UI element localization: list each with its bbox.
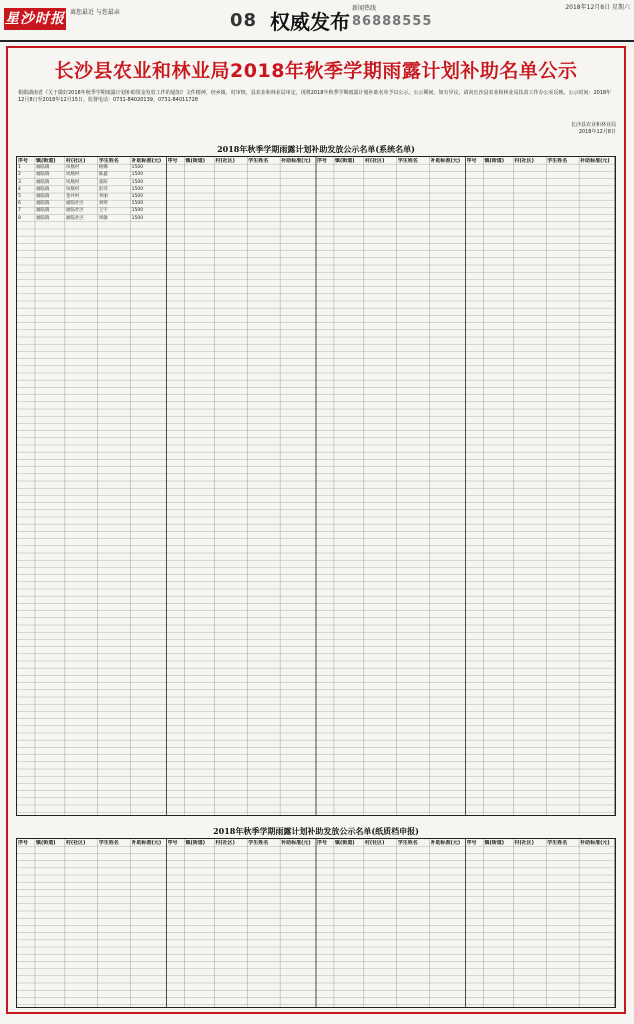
section-title: 权威发布 <box>270 10 350 34</box>
table-cell: 1 <box>18 165 21 171</box>
signoff-org: 长沙县农业和林业局 <box>570 122 616 128</box>
slogan: 离您最近 与您最亲 <box>70 9 120 16</box>
column-header: 镇(街道) <box>35 840 56 846</box>
table1-grid <box>16 156 616 816</box>
column-header: 镇(街道) <box>484 840 505 846</box>
column-header: 村(社区) <box>514 158 534 164</box>
page-number: 08 <box>230 10 258 31</box>
table-cell: 1500 <box>131 186 144 192</box>
column-header: 序号 <box>167 840 178 846</box>
table-cell: 福临镇 <box>35 172 50 178</box>
table-cell: 1500 <box>131 172 144 178</box>
table-cell: 陈鑫 <box>98 172 108 178</box>
table-cell: 1500 <box>131 215 144 221</box>
table-cell: 2 <box>18 172 21 178</box>
column-header: 学生姓名 <box>547 840 568 846</box>
column-header: 补助标准(元) <box>131 840 162 846</box>
table-cell: 1500 <box>131 201 144 207</box>
column-header: 村(社区) <box>514 840 534 846</box>
table-cell: 1500 <box>131 208 144 214</box>
table-cell: 彭洋 <box>98 186 108 192</box>
table-cell: 福临社区 <box>65 215 84 221</box>
table-cell: 刘婷 <box>98 201 108 207</box>
grid1-lines <box>17 157 615 815</box>
column-header: 补助标准(元) <box>430 158 461 164</box>
signoff-date: 2018年12月8日 <box>578 129 616 135</box>
column-header: 镇(街道) <box>334 158 355 164</box>
column-header: 补助标准(元) <box>281 840 311 846</box>
column-header: 村(社区) <box>65 840 86 846</box>
table-cell: 福临镇 <box>35 215 50 221</box>
table-cell: 福临镇 <box>35 179 50 185</box>
column-header: 镇(街道) <box>185 840 206 846</box>
table-cell: 王宇 <box>98 208 108 214</box>
table-cell: 福临镇 <box>35 201 50 207</box>
column-header: 镇(街道) <box>484 158 505 164</box>
column-header: 学生姓名 <box>98 158 119 164</box>
table-cell: 5 <box>18 194 21 199</box>
announcement-box <box>6 46 626 1014</box>
column-header: 序号 <box>18 158 29 164</box>
grid2-lines <box>17 839 615 1007</box>
column-header: 镇(街道) <box>185 158 206 164</box>
column-header: 补助标准(元) <box>580 158 610 164</box>
column-header: 村(社区) <box>215 840 235 846</box>
column-header: 补助标准(元) <box>281 158 311 164</box>
table-cell: 李丽 <box>98 194 108 199</box>
table2-grid <box>16 838 616 1008</box>
column-header: 序号 <box>466 158 477 164</box>
column-header: 镇(街道) <box>334 840 355 846</box>
table-cell: 凤凰村 <box>65 165 80 171</box>
table-cell: 福临社区 <box>65 208 84 214</box>
table-cell: 福临社区 <box>65 201 84 207</box>
table-cell: 凤凰村 <box>65 186 80 192</box>
table-cell: 金井村 <box>65 194 80 199</box>
column-header: 学生姓名 <box>397 158 418 164</box>
column-header: 村(社区) <box>364 840 385 846</box>
table-cell: 福临镇 <box>35 165 50 171</box>
column-header: 学生姓名 <box>248 840 269 846</box>
table-cell: 周敏 <box>98 215 108 221</box>
table2-title: 2018年秋季学期雨露计划补助发放公示名单(纸质档申报) <box>213 826 419 836</box>
table-cell: 凤凰村 <box>65 172 80 178</box>
table-cell: 福临镇 <box>35 194 50 199</box>
column-header: 村(社区) <box>215 158 235 164</box>
table-cell: 1500 <box>131 165 144 171</box>
column-header: 学生姓名 <box>98 840 119 846</box>
table1-title: 2018年秋季学期雨露计划补助发放公示名单(系统名单) <box>217 144 415 154</box>
column-header: 学生姓名 <box>397 840 418 846</box>
issue-date: 2018年12月8日 星期六 <box>565 4 630 11</box>
column-header: 镇(街道) <box>35 158 56 164</box>
table-cell: 4 <box>18 186 21 192</box>
table-cell: 福临镇 <box>35 208 50 214</box>
column-header: 补助标准(元) <box>430 840 461 846</box>
column-header: 学生姓名 <box>248 158 269 164</box>
notice-title: 长沙县农业和林业局2018年秋季学期雨露计划补助名单公示 <box>54 60 578 82</box>
table-cell: 凤凰村 <box>65 179 80 185</box>
table-cell: 3 <box>18 179 21 185</box>
table-cell: 7 <box>18 208 21 214</box>
column-header: 序号 <box>466 840 477 846</box>
column-header: 村(社区) <box>65 158 86 164</box>
column-header: 补助标准(元) <box>580 840 610 846</box>
table-cell: 张盼 <box>98 179 108 185</box>
table-cell: 福临镇 <box>35 186 50 192</box>
column-header: 村(社区) <box>364 158 385 164</box>
table-cell: 8 <box>18 215 21 221</box>
column-header: 序号 <box>167 158 178 164</box>
table-cell: 1500 <box>131 194 144 199</box>
newspaper-logo: 星沙时报 <box>4 8 66 30</box>
notice-intro: 根据湖南省《关于做好2018年秋季学期雨露计划补助资金发放工作的通知》文件精神，经乡镇、村审核，县农业和林业局审定，现将2018年秋季学期雨露计划补助名单予以公示。公示期间，如有异议，请向长沙县农业和林业局扶贫工作办公室反映。公示时间：2018年12月8日至2018年12月15日。监督电话：0731-84020139、0731-84011728 <box>18 90 612 103</box>
table-cell: 6 <box>18 201 21 207</box>
table-cell: 1500 <box>131 179 144 185</box>
column-header: 学生姓名 <box>547 158 568 164</box>
notice-signoff <box>536 122 616 136</box>
column-header: 序号 <box>18 840 29 846</box>
column-header: 补助标准(元) <box>131 158 162 164</box>
hotline-label: 新闻热线 <box>352 5 377 12</box>
table-cell: 杨娜 <box>98 165 108 171</box>
masthead <box>0 0 634 42</box>
hotline-number: 86888555 <box>352 14 433 29</box>
column-header: 序号 <box>317 158 328 164</box>
column-header: 序号 <box>317 840 328 846</box>
